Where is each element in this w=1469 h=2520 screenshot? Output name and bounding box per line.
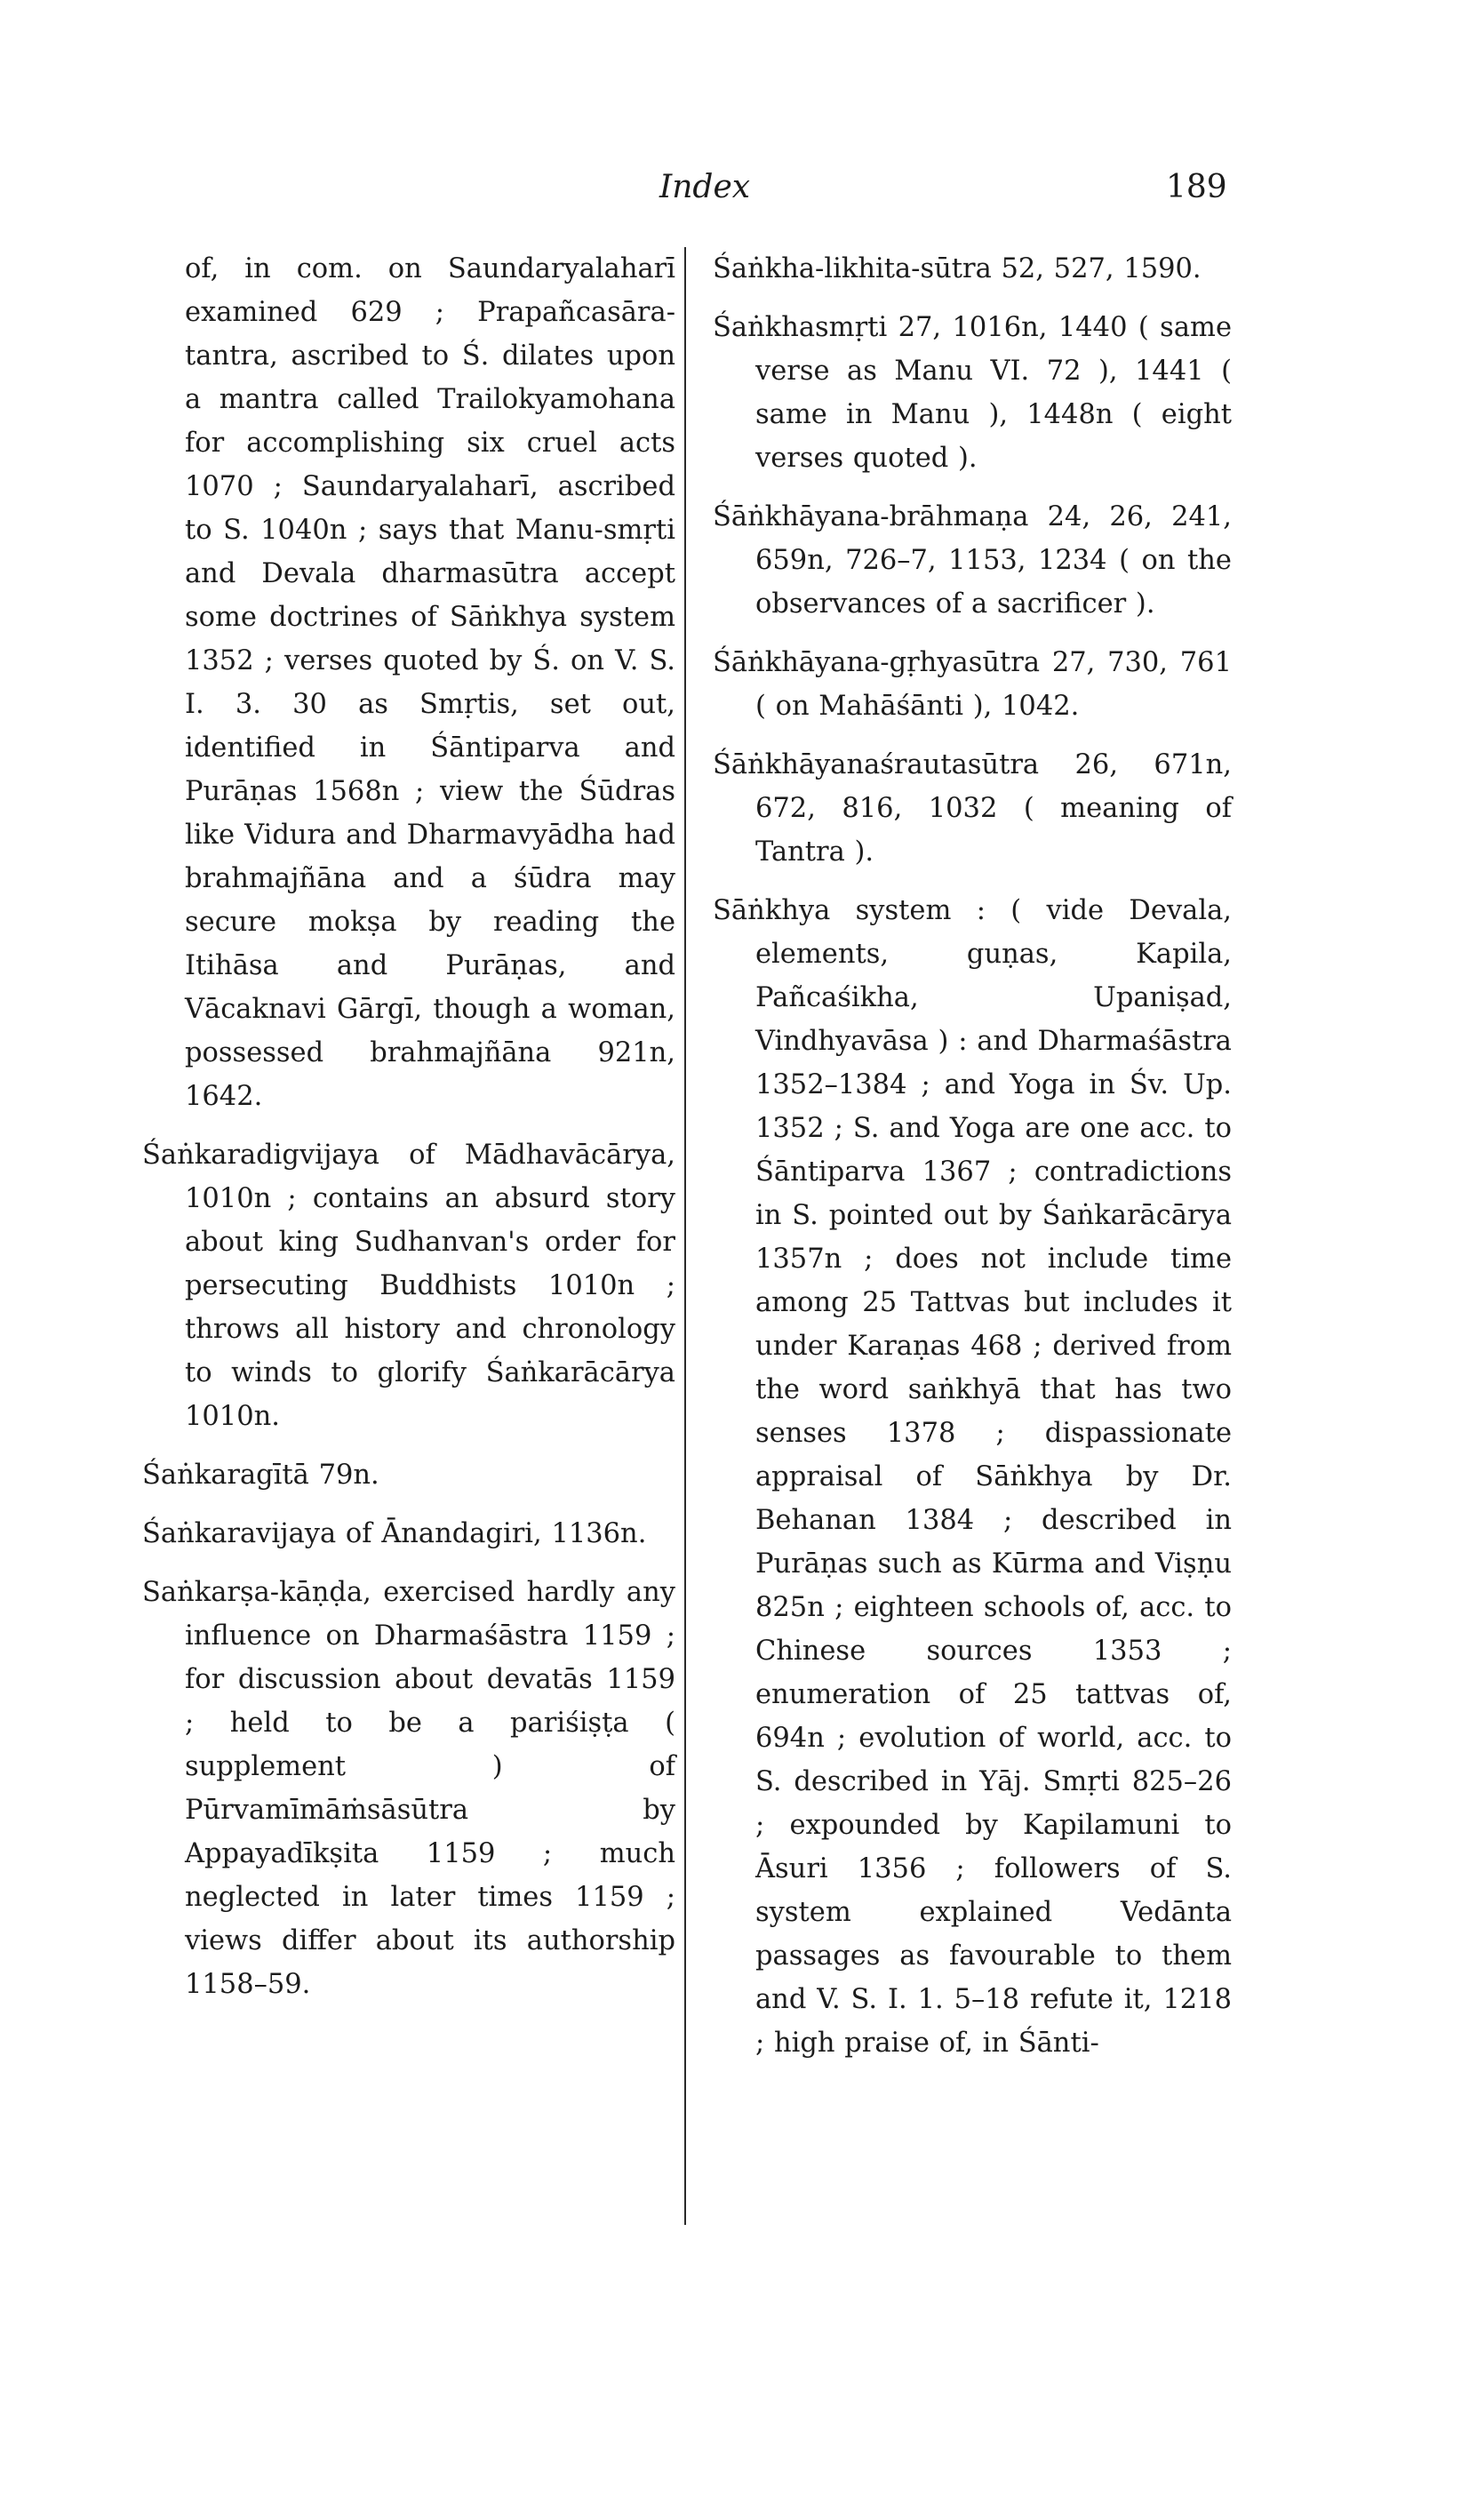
page-number: 189: [1166, 169, 1227, 205]
index-column-left: [142, 247, 675, 2021]
column-divider: [684, 247, 686, 2225]
index-entry-sankhayana-brahmana: Śāṅkhāyana-brāhmaṇa 24, 26, 241, 659n, 726–7, 1153, 1234 ( on the observances of a sacrificer ).: [713, 501, 1232, 620]
running-title: Index: [659, 169, 751, 205]
index-entry-sankha-likhita-sutra: Śaṅkha-likhita-sūtra 52, 527, 1590.: [713, 253, 1202, 284]
index-entry-sankhayanasrautasutra: Śāṅkhāyanaśrautasūtra 26, 671n, 672, 816, 1032 ( meaning of Tantra ).: [713, 749, 1232, 868]
index-entry-sankhya-system: Sāṅkhya system : ( vide Devala, elements, guṇas, Kapila, Pañcaśikha, Upaniṣad, Vindhyavāsa ) : and Dharmaśāstra 1352–1384 ; and Yoga in Śv. Up. 1352 ; S. and Yoga are one acc. to Śāntiparva 1367 ; contradictions in S. pointed out by Śaṅkarācārya 1357n ; does not include time among 25 Tattvas but includes it under Karaṇas 468 ; derived from the word saṅkhyā that has two senses 1378 ; dispassionate appraisal of Sāṅkhya by Dr. Behanan 1384 ; described in Purāṇas such as Kūrma and Viṣṇu 825n ; eighteen schools of, acc. to Chinese sources 1353 ; enumeration of 25 tattvas of, 694n ; evolution of world, acc. to S. described in Yāj. Smṛti 825–26 ; expounded by Kapilamuni to Āsuri 1356 ; followers of S. system explained Vedānta passages as favourable to them and V. S. I. 1. 5–18 refute it, 1218 ; high praise of, in Śānti-: [713, 895, 1232, 2059]
index-column-right: [713, 247, 1232, 2080]
index-entry-sankarsa-kanda: Saṅkarṣa-kāṇḍa, exercised hardly any influence on Dharmaśāstra 1159 ; for discussion about devatās 1159 ; held to be a pariśiṣṭa ( supplement ) of Pūrvamīmāṁsāsūtra by Appayadīkṣita 1159 ; much neglected in later times 1159 ; views differ about its authorship 1158–59.: [142, 1577, 675, 2000]
index-entry-sankaragita: Śaṅkaragītā 79n.: [142, 1460, 379, 1491]
index-entry-sankhasmrti: Śaṅkhasmṛti 27, 1016n, 1440 ( same verse as Manu VI. 72 ), 1441 ( same in Manu ), 1448n ( eight verses quoted ).: [713, 312, 1232, 474]
index-entry-continued: of, in com. on Saundaryalaharī examined 629 ; Prapañcasāra-tantra, ascribed to Ś. dilates upon a mantra called Trailokyamohana for accomplishing six cruel acts 1070 ; Saundaryalaharī, ascribed to S. 1040n ; says that Manu-smṛti and Devala dharmasūtra accept some doctrines of Sāṅkhya system 1352 ; verses quoted by Ś. on V. S. I. 3. 30 as Smṛtis, set out, identified in Śāntiparva and Purāṇas 1568n ; view the Śūdras like Vidura and Dharmavyādha had brahmajñāna and a śūdra may secure mokṣa by reading the Itihāsa and Purāṇas, and Vācaknavi Gārgī, though a woman, possessed brahmajñāna 921n, 1642.: [185, 253, 675, 1112]
index-entry-sankhayana-grhyasutra: Śāṅkhāyana-gṛhyasūtra 27, 730, 761 ( on Mahāśānti ), 1042.: [713, 647, 1232, 722]
index-entry-sankaravijaya: Śaṅkaravijaya of Ānandagiri, 1136n.: [142, 1518, 647, 1549]
running-head: [0, 169, 1469, 213]
index-entry-sankaradigvijaya: Śaṅkaradigvijaya of Mādhavācārya, 1010n ; contains an absurd story about king Sudhanvan's order for persecuting Buddhists 1010n ; throws all history and chronology to winds to glorify Śaṅkarācārya 1010n.: [142, 1140, 675, 1432]
